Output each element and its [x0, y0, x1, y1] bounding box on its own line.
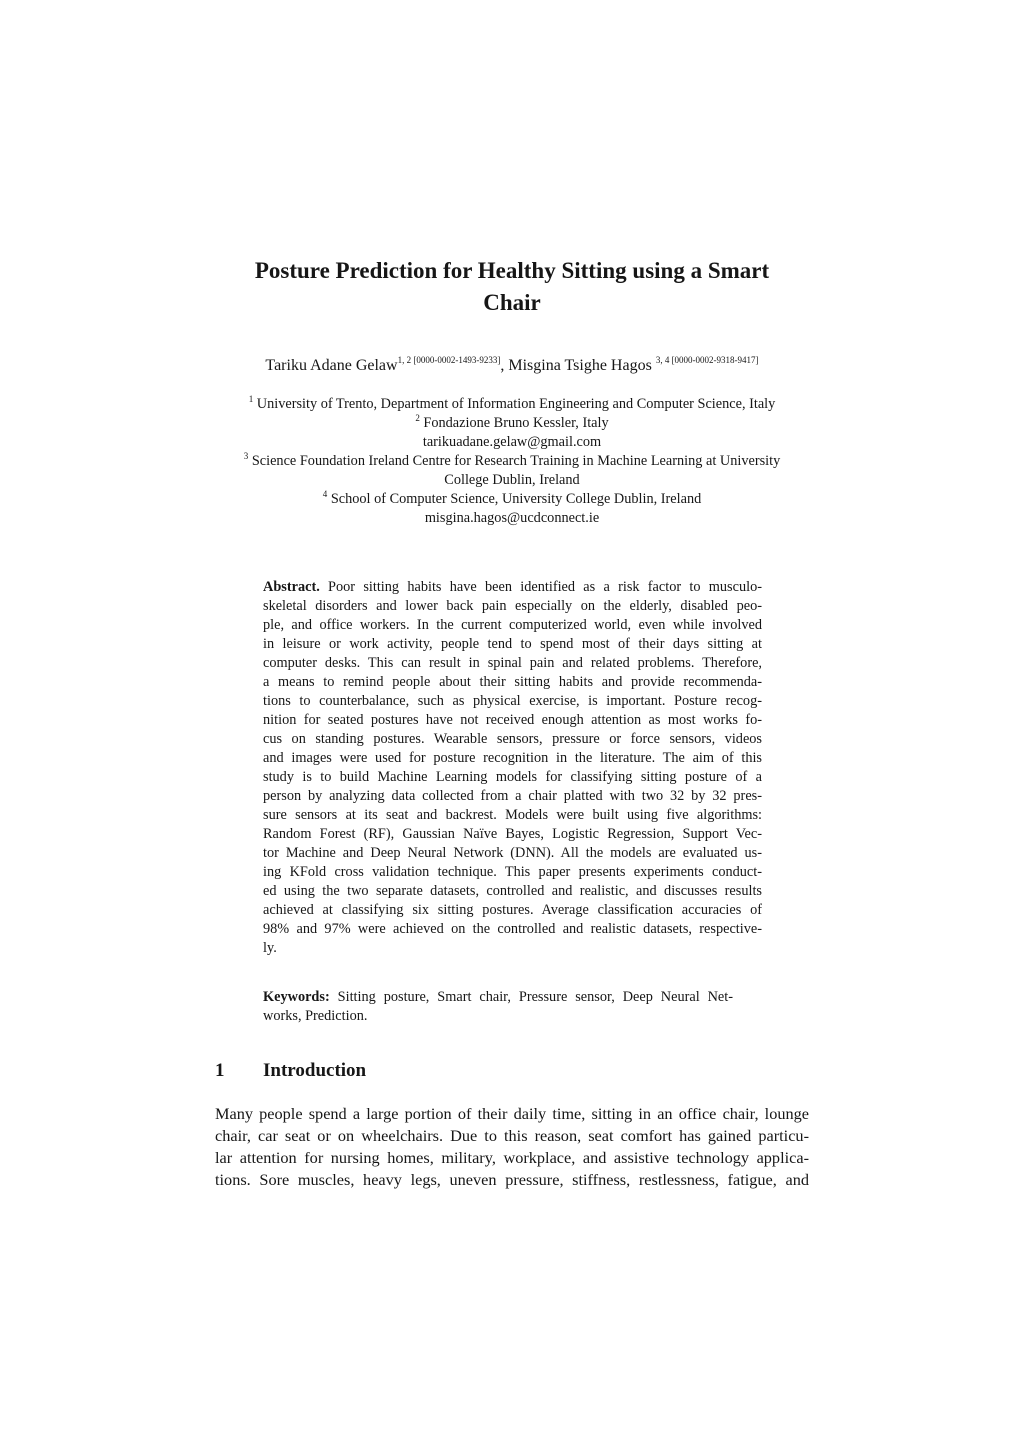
abstract-label: Abstract. [263, 579, 320, 595]
keywords [263, 988, 733, 1026]
affiliation-email: misgina.hagos@ucdconnect.ie [424, 510, 600, 526]
abstract-line: 98% and 97% were achieved on the controlled and realistic datasets, respective- [263, 921, 762, 937]
abstract-line: Abstract. Poor sitting habits have been identified as a risk factor to musculo- [263, 579, 762, 595]
keywords-line: works, Prediction. [263, 1008, 368, 1024]
body-line: chair, car seat or on wheelchairs. Due to this reason, seat comfort has gained particu- [215, 1126, 809, 1145]
author-name: Tariku Adane Gelaw [265, 357, 398, 374]
abstract-line: tor Machine and Deep Neural Network (DNN). All the models are evaluated us- [263, 845, 762, 861]
title-line: Chair [483, 290, 541, 315]
abstract-line: and images were used for posture recognition in the literature. The aim of this [263, 750, 762, 766]
affiliation-line: $^4$ School of Computer Science, University College Dublin, Ireland [322, 489, 702, 507]
abstract-line: ple, and office workers. In the current computerized world, even while involved [263, 617, 762, 633]
body-line: lar attention for nursing homes, military, workplace, and assistive technology applica- [215, 1148, 809, 1167]
abstract-line: person by analyzing data collected from a chair platted with two 32 by 32 pres- [263, 788, 762, 804]
abstract-line: computer desks. This can result in spinal pain and related problems. Therefore, [263, 655, 762, 671]
abstract-line: nition for seated postures have not received enough attention as most works fo- [263, 712, 762, 728]
abstract-line: study is to build Machine Learning models for classifying sitting posture of a [263, 769, 762, 785]
abstract-line: sure sensors at its seat and backrest. Models were built using five algorithms: [263, 807, 762, 823]
abstract-line: cus on standing postures. Wearable sensors, pressure or force sensors, videos [263, 731, 762, 747]
abstract-line: ly. [263, 940, 277, 956]
affiliation-list [150, 395, 874, 528]
introduction-text [215, 1103, 809, 1191]
affiliation-line: $^3$ Science Foundation Ireland Centre for Research Training in Machine Learning at University [243, 451, 781, 469]
abstract-line: skeletal disorders and lower back pain especially on the elderly, disabled peo- [263, 598, 762, 614]
section-heading [215, 1058, 366, 1084]
abstract [263, 578, 762, 958]
author-separator: , [500, 357, 509, 374]
abstract-line: achieved at classifying six sitting postures. Average classification accuracies of [263, 902, 762, 918]
body-line: Many people spend a large portion of their daily time, sitting in an office chair, lounge [215, 1104, 809, 1123]
author-affiliation-orcid: 1, 2 [0000-0002-1493-9233] [397, 355, 501, 365]
abstract-line: a means to remind people about their sitting habits and provide recommenda- [263, 674, 762, 690]
affiliation-email: tarikuadane.gelaw@gmail.com [422, 434, 602, 450]
author-name: Misgina Tsighe Hagos [508, 357, 652, 374]
section-title: Introduction [263, 1060, 367, 1081]
affiliation-line: $^2$ Fondazione Bruno Kessler, Italy [415, 413, 609, 431]
keywords-label: Keywords: [263, 989, 330, 1005]
paper-title [180, 255, 844, 319]
author-list [150, 354, 874, 378]
abstract-line: ed using the two separate datasets, controlled and realistic, and discusses results [263, 883, 762, 899]
body-line: tions. Sore muscles, heavy legs, uneven pressure, stiffness, restlessness, fatigue, and [215, 1170, 809, 1189]
author-affiliation-orcid: 3, 4 [0000-0002-9318-9417] [655, 355, 759, 365]
section-number: 1 [215, 1060, 225, 1081]
abstract-line: tions to counterbalance, such as physical exercise, is important. Posture recog- [263, 693, 762, 709]
keywords-line: Keywords: Sitting posture, Smart chair, Pressure sensor, Deep Neural Net- [263, 989, 734, 1005]
abstract-line: in leisure or work activity, people tend to spend most of their days sitting at [263, 636, 762, 652]
abstract-line: Random Forest (RF), Gaussian Naïve Bayes, Logistic Regression, Support Vec- [263, 826, 762, 842]
title-line: Posture Prediction for Healthy Sitting using a Smart [254, 258, 770, 283]
affiliation-line: College Dublin, Ireland [444, 472, 580, 488]
affiliation-line: $^1$ University of Trento, Department of Information Engineering and Computer Science, Italy [248, 394, 776, 412]
abstract-line: ing KFold cross validation technique. This paper presents experiments conduct- [263, 864, 762, 880]
